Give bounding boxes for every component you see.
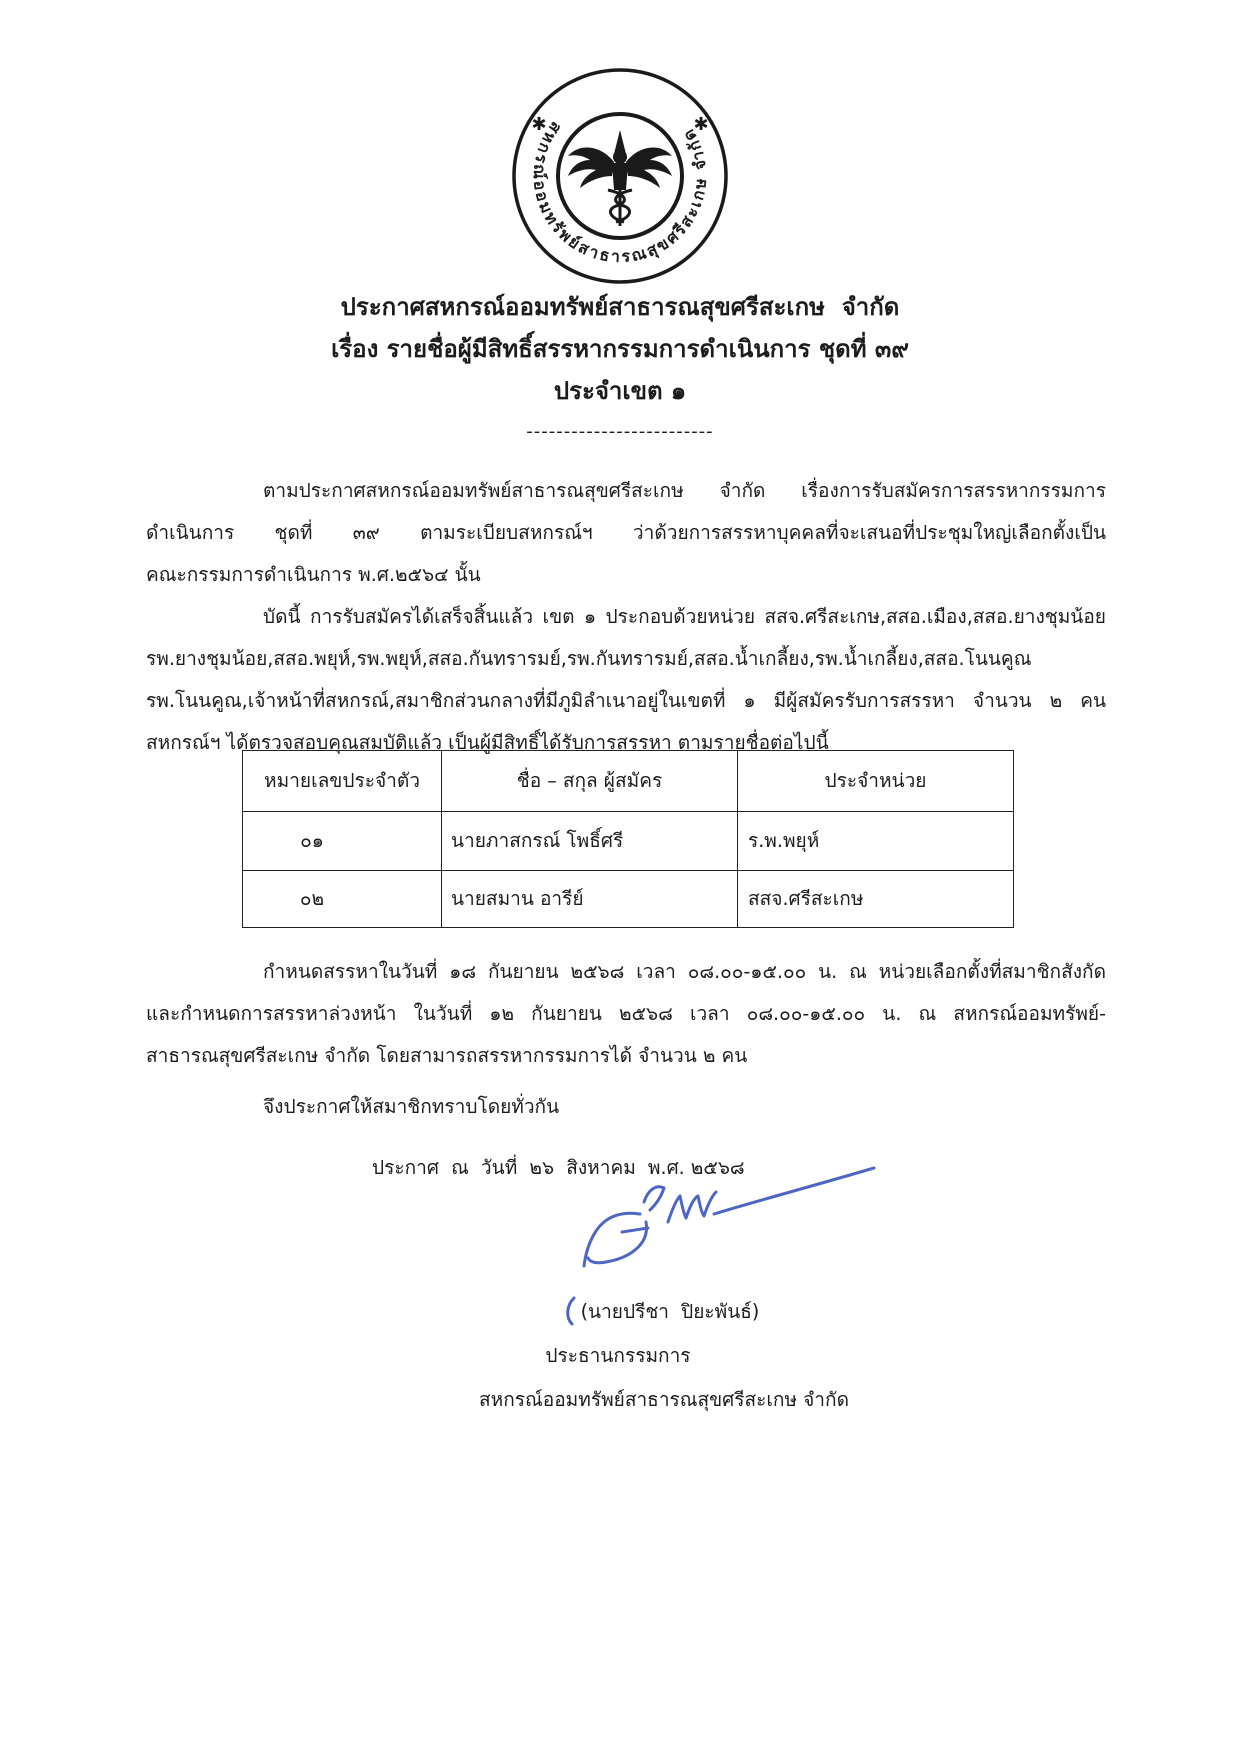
text-line (146, 1035, 1106, 1077)
text-line (146, 951, 1106, 993)
cooperative-seal-logo (508, 64, 732, 288)
paragraph-1-line-1: ตามประกาศสหกรณ์ออมทรัพย์สาธารณสุขศรีสะเกษ จำกัด เรื่องการรับสมัครการสรรหากรรมการ (263, 480, 1106, 502)
text-line (146, 993, 1106, 1035)
announcement-title: ประกาศสหกรณ์ออมทรัพย์สาธารณสุขศรีสะเกษ จำกัด (340, 293, 900, 321)
text-line (146, 470, 1106, 512)
schedule-line-3: สาธารณสุขศรีสะเกษ จำกัด โดยสามารถสรรหากรรมการได้ จำนวน ๒ คน (146, 1045, 748, 1067)
signatory-name: (นายปรีชา ปิยะพันธ์) (580, 1301, 760, 1323)
winged-caduceus-emblem-icon (568, 130, 672, 226)
candidate-id: ๐๒ (243, 871, 442, 928)
paragraph-2-line-4: สหกรณ์ฯ ได้ตรวจสอบคุณสมบัติแล้ว เป็นผู้มีสิทธิ์ได้รับการสรรหา ตามรายชื่อต่อไปนี้ (146, 732, 829, 754)
text-line (146, 512, 1106, 554)
announcement-date: ประกาศ ณ วันที่ ๒๖ สิงหาคม พ.ศ. ๒๕๖๘ (372, 1157, 745, 1179)
candidate-unit: สสจ.ศรีสะเกษ (738, 871, 1014, 928)
signature-stroke (714, 1168, 874, 1214)
announcement-subject: เรื่อง รายชื่อผู้มีสิทธิ์สรรหากรรมการดำเนินการ ชุดที่ ๓๙ (331, 335, 909, 363)
column-header-id: หมายเลขประจำตัว (243, 751, 442, 812)
candidate-name: นายภาสกรณ์ โพธิ์ศรี (442, 812, 738, 871)
paragraph-1-line-3: คณะกรรมการดำเนินการ พ.ศ.๒๕๖๔ นั้น (146, 564, 481, 586)
schedule-line-2: และกำหนดการสรรหาล่วงหน้า ในวันที่ ๑๒ กันยายน ๒๕๖๘ เวลา ๐๘.๐๐-๑๕.๐๐ น. ณ สหกรณ์ออมทรัพย์- (146, 1003, 1106, 1025)
signatory-organization: สหกรณ์ออมทรัพย์สาธารณสุขศรีสะเกษ จำกัด (479, 1389, 849, 1411)
closing-text: จึงประกาศให้สมาชิกทราบโดยทั่วกัน (263, 1096, 560, 1118)
table-row (243, 871, 1014, 928)
column-header-unit: ประจำหน่วย (738, 751, 1014, 812)
seal-star-left-icon: ✱ (531, 114, 547, 135)
candidate-name: นายสมาน อารีย์ (442, 871, 738, 928)
column-header-name: ชื่อ – สกุล ผู้สมัคร (442, 751, 738, 812)
announcement-zone: ประจำเขต ๑ (553, 377, 687, 405)
paragraph-2-line-2: รพ.ยางชุมน้อย,สสอ.พยุห์,รพ.พยุห์,สสอ.กันทรารมย์,รพ.กันทรารมย์,สสอ.น้ำเกลี้ยง,รพ.น้ำเกลี้ยง,สสอ.โนนคูณ (146, 648, 1032, 670)
signature-stroke (622, 1228, 648, 1232)
seal-star-right-icon: ✱ (693, 114, 709, 135)
schedule-line-1: กำหนดสรรหาในวันที่ ๑๘ กันยายน ๒๕๖๘ เวลา ๐๘.๐๐-๑๕.๐๐ น. ณ หน่วยเลือกตั้งที่สมาชิกสังกัด (263, 961, 1106, 983)
emblem-head (613, 150, 627, 164)
signature-stroke (668, 1192, 716, 1222)
closing-statement (146, 1086, 1106, 1128)
announcement-body-upper (146, 470, 1106, 764)
signature-stroke (644, 1187, 664, 1210)
signatory-position: ประธานกรรมการ (545, 1345, 691, 1367)
paragraph-1-line-2: ดำเนินการ ชุดที่ ๓๙ ตามระเบียบสหกรณ์ฯ ว่าด้วยการสรรหาบุคคลที่จะเสนอที่ประชุมใหญ่เลือกตั้งเป็น (146, 522, 1106, 544)
paragraph-2-line-3: รพ.โนนคูณ,เจ้าหน้าที่สหกรณ์,สมาชิกส่วนกลางที่มีภูมิลำเนาอยู่ในเขตที่ ๑ มีผู้สมัครรับการสรรหา จำนวน ๒ คน (146, 690, 1106, 712)
seal-ring-text-path: สหกรณ์ออมทรัพย์สาธารณสุขศรีสะเกษ จำกัด (529, 118, 711, 267)
emblem-left-wing (568, 147, 614, 188)
candidates-table (242, 750, 1014, 928)
heading-divider: ------------------------- (526, 421, 714, 442)
table-row (243, 812, 1014, 871)
candidate-unit: ร.พ.พยุห์ (738, 812, 1014, 871)
text-line (146, 638, 1106, 680)
candidate-id: ๐๑ (243, 812, 442, 871)
table-header-row (243, 751, 1014, 812)
text-line (146, 596, 1106, 638)
announcement-heading (120, 286, 1120, 412)
text-line (146, 1086, 1106, 1128)
text-line (146, 680, 1106, 722)
emblem-right-wing (626, 147, 672, 188)
text-line (146, 554, 1106, 596)
paragraph-2-line-1: บัดนี้ การรับสมัครได้เสร็จสิ้นแล้ว เขต ๑ ประกอบด้วยหน่วย สสจ.ศรีสะเกษ,สสอ.เมือง,สสอ.ยางชุมน้อย (263, 606, 1106, 628)
election-schedule (146, 951, 1106, 1077)
signature-stroke (584, 1213, 640, 1266)
